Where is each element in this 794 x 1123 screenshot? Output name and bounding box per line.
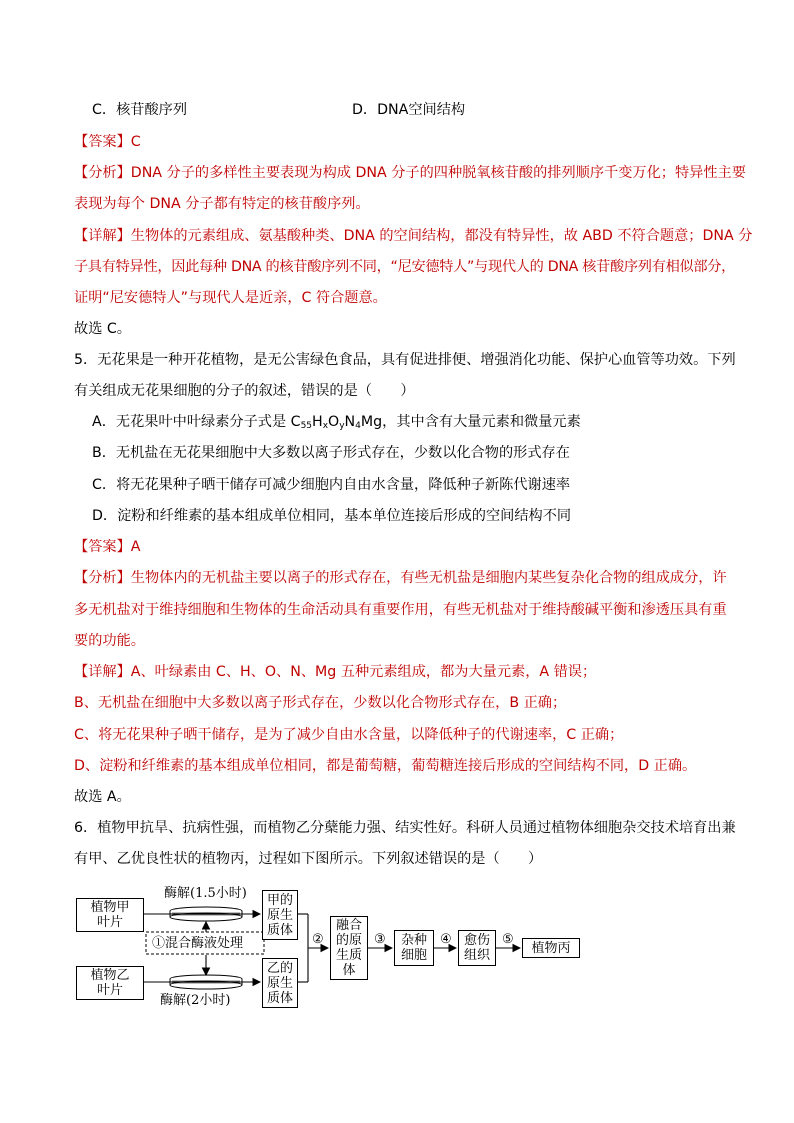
answer-tag: 【答案】 xyxy=(74,539,131,555)
enzyme-a-label: 酶解(1.5小时) xyxy=(164,886,247,901)
hybrid-label: 杂种细胞 xyxy=(400,933,427,963)
analysis-tag: 【分析】 xyxy=(74,165,131,181)
analysis-tag: 【分析】 xyxy=(74,570,131,586)
leaf-b-box xyxy=(76,966,144,1000)
fused-box xyxy=(330,916,368,980)
answer-value: C xyxy=(130,134,141,150)
detail-text: A、叶绿素由 C、H、O、N、Mg 五种元素组成，都为大量元素，A 错误； xyxy=(130,664,597,680)
formula-sub: 4 xyxy=(355,421,361,431)
q4-option-d xyxy=(352,100,652,120)
q4-conclusion: 故选 C。 xyxy=(74,321,131,337)
q5-detail-line-1 xyxy=(74,662,734,682)
formula-part: Mg xyxy=(360,414,383,430)
proto-b-box xyxy=(262,958,298,1008)
plant-c-label: 植物丙 xyxy=(531,940,571,956)
detail-text: 生物体的元素组成、氨基酸种类、DNA 的空间结构，都没有特异性，故 ABD 不符合题意；DNA 分 xyxy=(130,228,753,244)
q4-answer xyxy=(74,132,734,152)
q5-stem-line-1: 5．无花果是一种开花植物，是无公害绿色食品，具有促进排便、增强消化功能、保护心血管等功效。下列 xyxy=(74,352,736,368)
leaf-a-box xyxy=(76,898,144,932)
formula-sub: x xyxy=(322,421,329,431)
q5-detail-line-2: B、无机盐在细胞中大多数以离子形式存在，少数以化合物形式存在，B 正确； xyxy=(74,695,567,711)
proto-a-label: 甲的原生质体 xyxy=(266,892,293,938)
analysis-text: DNA 分子的多样性主要表现为构成 DNA 分子的四种脱氧核苷酸的排列顺序千变万化；特异性主要 xyxy=(130,165,746,181)
formula-part: H xyxy=(312,414,323,430)
answer-tag: 【答案】 xyxy=(74,134,131,150)
q5-option-b: B．无机盐在无花果细胞中大多数以离子形式存在，少数以化合物的形式存在 xyxy=(92,445,570,461)
process-diagram xyxy=(72,880,592,1010)
step1-label: ①混合酶液处理 xyxy=(152,936,244,951)
q4-option-d-text: D．DNA空间结构 xyxy=(352,102,466,118)
q5-option-d: D．淀粉和纤维素的基本组成单位相同，基本单位连接后形成的空间结构不同 xyxy=(92,508,572,524)
q5-stem-line-2: 有关组成无花果细胞的分子的叙述，错误的是（ ） xyxy=(74,383,415,399)
plant-c-box xyxy=(522,938,580,958)
q6-stem-line-1: 6．植物甲抗旱、抗病性强，而植物乙分蘖能力强、结实性好。科研人员通过植物体细胞杂交技术培育出兼 xyxy=(74,820,736,836)
proto-a-box xyxy=(262,890,298,940)
enzyme-b-label: 酶解(2小时) xyxy=(160,993,231,1008)
q5-detail-line-4: D、淀粉和纤维素的基本组成单位相同，都是葡萄糖，葡萄糖连接后形成的空间结构不同，D 正确。 xyxy=(74,758,697,774)
q4-detail-line-3: 证明“尼安德特人”与现代人是近亲，C 符合题意。 xyxy=(74,290,387,306)
callus-label: 愈伤组织 xyxy=(463,933,490,963)
q4-detail-line-2: 子具有特异性，因此每种 DNA 的核苷酸序列不同，“尼安德特人”与现代人的 DNA 核苷酸序列有相似部分， xyxy=(74,259,736,275)
q5-option-a xyxy=(92,412,752,436)
step3-label: ③ xyxy=(374,932,386,947)
q5-conclusion: 故选 A。 xyxy=(74,789,131,805)
step4-label: ④ xyxy=(440,932,452,947)
q4-option-c-text: C．核苷酸序列 xyxy=(92,102,188,118)
fused-label: 融合的原生质体 xyxy=(335,918,362,978)
leaf-b-label: 植物乙叶片 xyxy=(90,968,130,998)
proto-b-label: 乙的原生质体 xyxy=(266,960,293,1006)
q5-analysis-line-2: 多无机盐对于维持细胞和生物体的生命活动具有重要作用，有些无机盐对于维持酸碱平衡和渗透压具有重 xyxy=(74,602,727,618)
analysis-text: 生物体内的无机盐主要以离子的形式存在，有些无机盐是细胞内某些复杂化合物的组成成分，许 xyxy=(130,570,727,586)
q5-answer xyxy=(74,537,734,557)
q4-detail-line-1 xyxy=(74,226,753,246)
formula-part: N xyxy=(344,414,356,430)
detail-tag: 【详解】 xyxy=(74,228,131,244)
callus-box xyxy=(458,930,496,966)
q4-analysis-line-2: 表现为每个 DNA 分子都有特定的核苷酸序列。 xyxy=(74,196,370,212)
q5-option-a-pre: A．无花果叶中叶绿素分子式是 C xyxy=(92,414,301,430)
q6-stem-line-2: 有甲、乙优良性状的植物丙，过程如下图所示。下列叙述错误的是（ ） xyxy=(74,851,543,867)
detail-tag: 【详解】 xyxy=(74,664,131,680)
q5-detail-line-3: C、将无花果种子晒干储存，是为了减少自由水含量，以降低种子的代谢速率，C 正确； xyxy=(74,727,624,743)
q4-analysis-line-1 xyxy=(74,163,746,183)
answer-value: A xyxy=(130,539,141,555)
hybrid-box xyxy=(394,930,434,966)
formula-sub: 55 xyxy=(300,421,313,431)
leaf-a-label: 植物甲叶片 xyxy=(90,900,130,930)
q5-analysis-line-1 xyxy=(74,568,734,588)
formula-part: O xyxy=(328,414,340,430)
step2-label: ② xyxy=(312,932,324,947)
formula-sub: y xyxy=(339,421,345,431)
q5-analysis-line-3: 要的功能。 xyxy=(74,633,145,649)
step5-label: ⑤ xyxy=(502,932,514,947)
q5-option-c: C．将无花果种子晒干储存可减少细胞内自由水含量，降低种子新陈代谢速率 xyxy=(92,477,571,493)
q5-option-a-post: ，其中含有大量元素和微量元素 xyxy=(382,414,581,430)
